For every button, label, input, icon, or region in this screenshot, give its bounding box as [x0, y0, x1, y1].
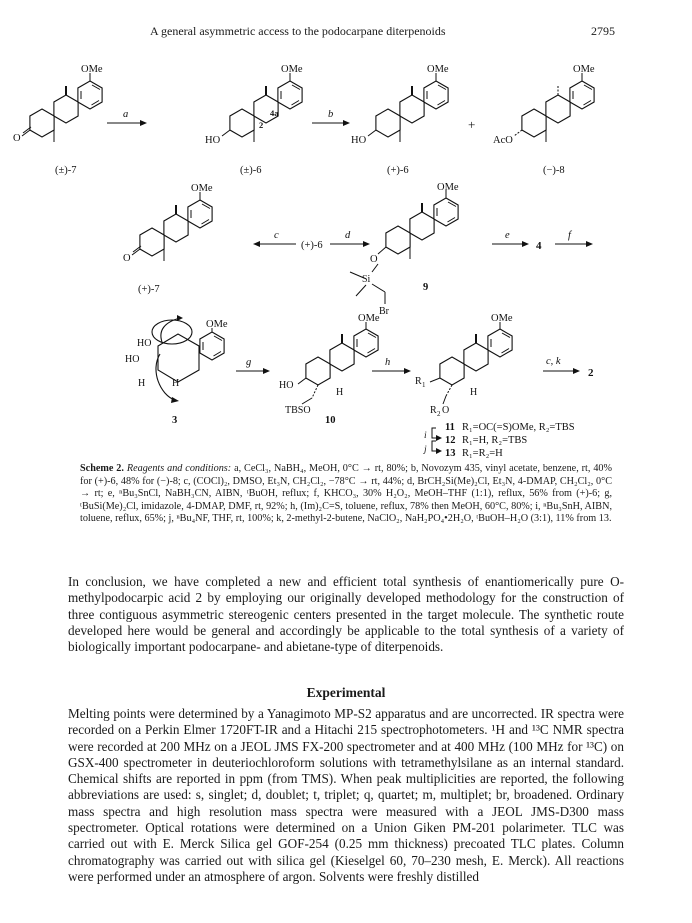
- svg-text:1: 1: [422, 381, 426, 389]
- svg-text:HO: HO: [205, 135, 221, 146]
- svg-text:OMe: OMe: [427, 64, 449, 75]
- svg-text:R: R: [415, 376, 422, 387]
- svg-text:HO: HO: [125, 354, 140, 365]
- svg-text:e: e: [505, 230, 510, 241]
- experimental-heading: Experimental: [306, 685, 386, 700]
- compound-9-structure: [350, 182, 459, 317]
- svg-text:g: g: [246, 357, 252, 368]
- svg-text:OMe: OMe: [191, 183, 213, 194]
- svg-text:OMe: OMe: [281, 64, 303, 75]
- caption-subtitle: Reagents and conditions:: [126, 463, 232, 474]
- compound-7-racemic-structure: [13, 64, 103, 144]
- compound-label-3: 3: [172, 415, 178, 426]
- svg-text:O: O: [123, 253, 131, 264]
- oxygen-label: O: [13, 133, 21, 144]
- svg-text:R₁=OC(=S)OMe, R₂=TBS: R₁=OC(=S)OMe, R₂=TBS: [462, 422, 575, 433]
- conclusion-paragraph: In conclusion, we have completed a new and efficient total synthesis of enantiomerically pure O-methylpodocarpic acid 2 by employing our originally developed methodology for the construction of three contiguous asymmetric stereogenic centers presented in the target molecule. The synthetic route developed here would be general and accordingly be applicable to the total synthesis of a variety of biologically important podocarpane- and abietane-type of diterpenoids.: [68, 574, 624, 655]
- svg-text:TBSO: TBSO: [285, 405, 311, 416]
- svg-text:2: 2: [259, 120, 264, 130]
- caption-lead: Scheme 2.: [80, 463, 124, 474]
- caption-text: a, CeCl₃, NaBH₄, MeOH, 0°C → rt, 80%; b, Novozym 435, vinyl acetate, benzene, rt, 40% for (+)-6, 48% for (−)-8; c, (COCl)₂, DMSO, Et₃N, CH₂Cl₂, −78°C → rt, 44%; d, BrCH₂Si(Me)₂Cl, Et₃N, 4-DMAP, CH₂Cl₂, 0°C → rt; e, ⁿBu₃SnCl, NaBH₃CN, AIBN, ᵗBuOH, reflux; f, KHCO₃, 30% H₂O₂, MeOH–THF (1:1), reflux, 56% from (+)-6; g, ᵗBuSi(Me)₂Cl, imidazole, 4-DMAP, DMF, rt, 92%; h, (Im)₂C=S, toluene, reflux, 78% then MeOH, 60°C, 80%; i, ⁿBu₃SnH, AIBN, toluene, reflux, 65%; j, ⁿBu₄NF, THF, rt, 100%; k, 2-methyl-2-butene, NaClO₂, NaH₂PO₄•2H₂O, ᵗBuOH–H₂O (3:1), 11% from 13.: [80, 463, 613, 525]
- reaction-scheme: [0, 0, 692, 460]
- svg-text:H: H: [138, 378, 146, 389]
- svg-text:c: c: [274, 230, 279, 241]
- svg-text:b: b: [328, 109, 334, 120]
- reagent-6-plus: (+)-6: [301, 240, 323, 251]
- compound-6-plus-structure: [351, 64, 449, 146]
- svg-text:OMe: OMe: [491, 313, 513, 324]
- svg-text:12: 12: [445, 435, 456, 446]
- compound-7-plus-structure: [123, 183, 213, 264]
- svg-text:c, k: c, k: [546, 356, 561, 367]
- svg-text:j: j: [424, 445, 427, 455]
- svg-text:O: O: [442, 405, 450, 416]
- svg-text:OMe: OMe: [437, 182, 459, 193]
- svg-text:HO: HO: [137, 338, 152, 349]
- svg-text:h: h: [385, 357, 391, 368]
- svg-text:i: i: [424, 431, 427, 441]
- svg-text:HO: HO: [279, 380, 294, 391]
- compound-label-9: 9: [423, 282, 429, 293]
- compound-3-structure: [125, 315, 228, 403]
- svg-text:HO: HO: [351, 135, 367, 146]
- ome-label: OMe: [81, 64, 103, 75]
- svg-text:AcO: AcO: [493, 135, 513, 146]
- compound-label-10: 10: [325, 415, 336, 426]
- svg-text:d: d: [345, 230, 351, 241]
- compound-label-7-racemic: (±)-7: [55, 165, 77, 176]
- svg-text:11: 11: [445, 422, 455, 433]
- svg-text:f: f: [568, 230, 571, 241]
- svg-text:H: H: [172, 378, 180, 389]
- page-number: 2795: [591, 24, 615, 38]
- substituent-list: [422, 422, 575, 459]
- compound-11-13-structure: [415, 313, 513, 418]
- svg-text:2: 2: [437, 410, 441, 418]
- svg-text:R₁=H, R₂=TBS: R₁=H, R₂=TBS: [462, 435, 528, 446]
- svg-text:H: H: [470, 387, 478, 398]
- svg-text:O: O: [370, 254, 378, 265]
- svg-text:H: H: [336, 387, 344, 398]
- svg-text:R: R: [430, 405, 437, 416]
- plus-sign: +: [468, 117, 476, 132]
- scheme-caption: [80, 463, 612, 526]
- svg-text:4a: 4a: [270, 108, 279, 118]
- running-title: A general asymmetric access to the podocarpane diterpenoids: [150, 24, 446, 38]
- compound-label-4: 4: [536, 240, 542, 252]
- compound-label-6-plus: (+)-6: [387, 165, 409, 176]
- svg-text:Si: Si: [362, 274, 371, 285]
- compound-6-racemic-structure: [205, 64, 303, 146]
- experimental-paragraph: Melting points were determined by a Yanagimoto MP-S2 apparatus and are uncorrected. IR spectra were recorded on a Perkin Elmer 1720FT-IR and a Hitachi 215 spectrophotometers. ¹H and ¹³C NMR spectra were recorded at 200 MHz on a JEOL JMS FX-200 spectrometer and at 400 MHz (100 MHz for ¹³C) on GSX-400 spectrometer in deuteriochloroform solutions with tetramethylsilane as an internal standard. Chemical shifts are reported in ppm (from TMS). When peak multiplicities are reported, the following abbreviations are used: s, singlet; d, doublet; t, triplet; q, quartet; m, multiplet; br, broadened. Ordinary mass spectra and high resolution mass spectra were measured with a JEOL JMS-D300 mass spectrometer. Optical rotations were determined on a Union Giken PM-201 polarimeter. TLC was carried out with E. Merck Silica gel GOF-254 (0.25 mm thickness) precoated TLC plates. Column chromatography was carried out with silica gel (Kieselgel 60, 70–230 mesh, E. Merck). All reactions were performed under an atmosphere of argon. Solvents were freshly distilled: [68, 706, 624, 884]
- compound-label-6-racemic: (±)-6: [240, 165, 262, 176]
- compound-label-8-minus: (−)-8: [543, 165, 565, 176]
- svg-text:R₁=R₂=H: R₁=R₂=H: [462, 448, 503, 459]
- svg-text:OMe: OMe: [206, 319, 228, 330]
- compound-8-minus-structure: [493, 64, 595, 146]
- svg-text:Br: Br: [379, 306, 389, 317]
- svg-text:OMe: OMe: [573, 64, 595, 75]
- svg-text:13: 13: [445, 448, 456, 459]
- svg-text:OMe: OMe: [358, 313, 380, 324]
- compound-label-7-plus: (+)-7: [138, 284, 160, 295]
- step-a-label: a: [123, 109, 129, 120]
- compound-label-2: 2: [588, 367, 594, 379]
- compound-10-structure: [279, 313, 380, 416]
